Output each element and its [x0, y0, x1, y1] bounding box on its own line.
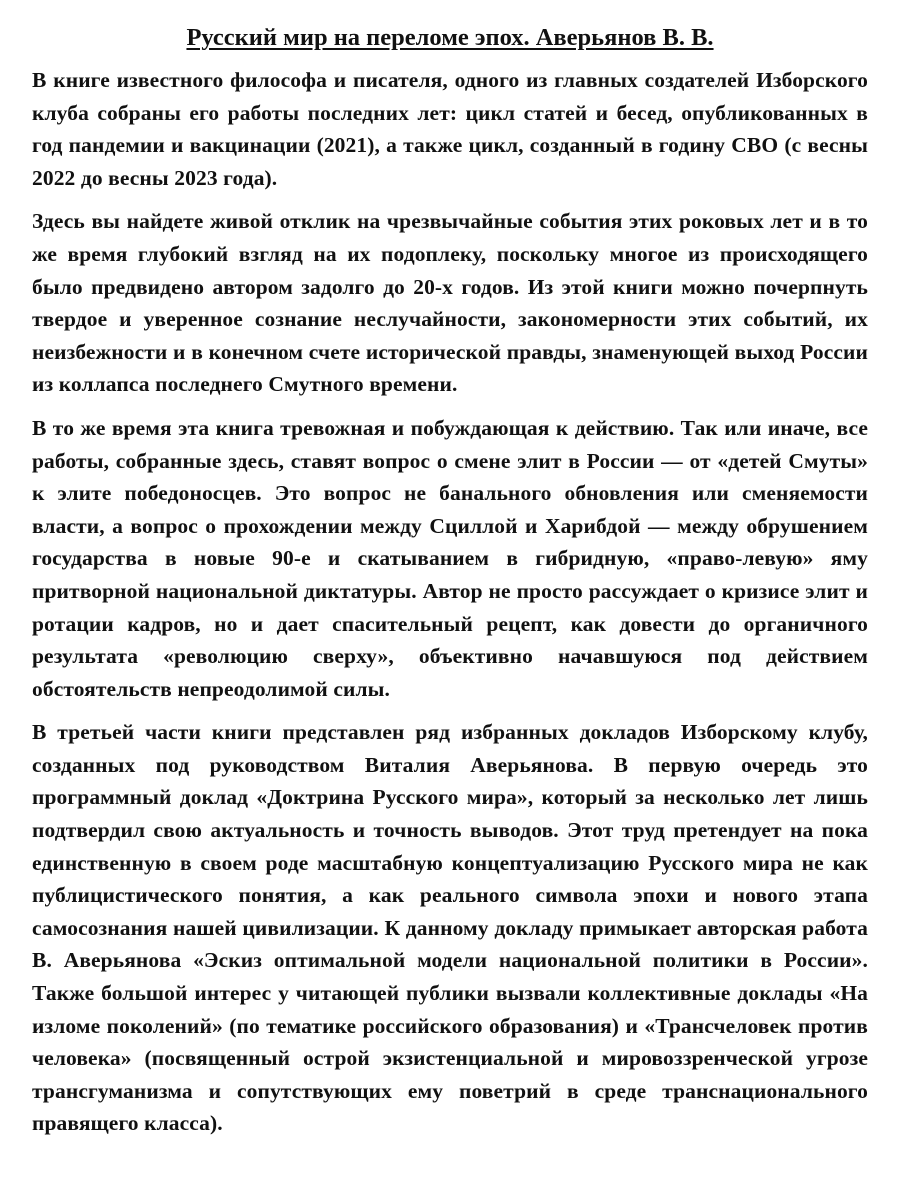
document-title: Русский мир на переломе эпох. Аверьянов В. В.: [186, 24, 714, 51]
paragraph-1: В книге известного философа и писателя, одного из главных создателей Изборского клуба собраны его работы последних лет: цикл статей и бесед, опубликованных в год пандемии и вакцинации (2021), а также цикл, созданный в годину СВО (с весны 2022 до весны 2023 года).: [32, 68, 868, 190]
paragraph-3: В то же время эта книга тревожная и побуждающая к действию. Так или иначе, все работы, собранные здесь, ставят вопрос о смене элит в России — от «детей Смуты» к элите победоносцев. Это вопрос не банального обновления или сменяемости власти, а вопрос о прохождении между Сциллой и Харибдой — между обрушением государства в новые 90-е и скатыванием в гибридную, «право-левую» яму притворной национальной диктатуры. Автор не просто рассуждает о кризисе элит и ротации кадров, но и дает спасительный рецепт, как довести до органичного результата «революцию сверху», объективно начавшуюся под действием обстоятельств непреодолимой силы.: [32, 415, 868, 701]
paragraph-2: Здесь вы найдете живой отклик на чрезвычайные события этих роковых лет и в то же время глубокий взгляд на их подоплеку, поскольку многое из происходящего было предвидено автором задолго до 20-х годов. Из этой книги можно почерпнуть твердое и уверенное сознание неслучайности, закономерности этих событий, их неизбежности и в конечном счете исторической правды, знаменующей выход России из коллапса последнего Смутного времени.: [32, 209, 868, 397]
paragraph-4: В третьей части книги представлен ряд избранных докладов Изборскому клубу, созданных под руководством Виталия Аверьянова. В первую очередь это программный доклад «Доктрина Русского мира», который за несколько лет лишь подтвердил свою актуальность и точность выводов. Этот труд претендует на пока единственную в своем роде масштабную концептуализацию Русского мира не как публицистического понятия, а как реального символа эпохи и нового этапа самосознания нашей цивилизации. К данному докладу примыкает авторская работа В. Аверьянова «Эскиз оптимальной модели национальной политики в России». Также большой интерес у читающей публики вызвали коллективные доклады «На изломе поколений» (по тематике российского образования) и «Трансчеловек против человека» (посвященный острой экзистенциальной и мировоззренческой угрозе трансгуманизма и сопутствующих ему поветрий в среде транснационального правящего класса).: [32, 720, 868, 1136]
